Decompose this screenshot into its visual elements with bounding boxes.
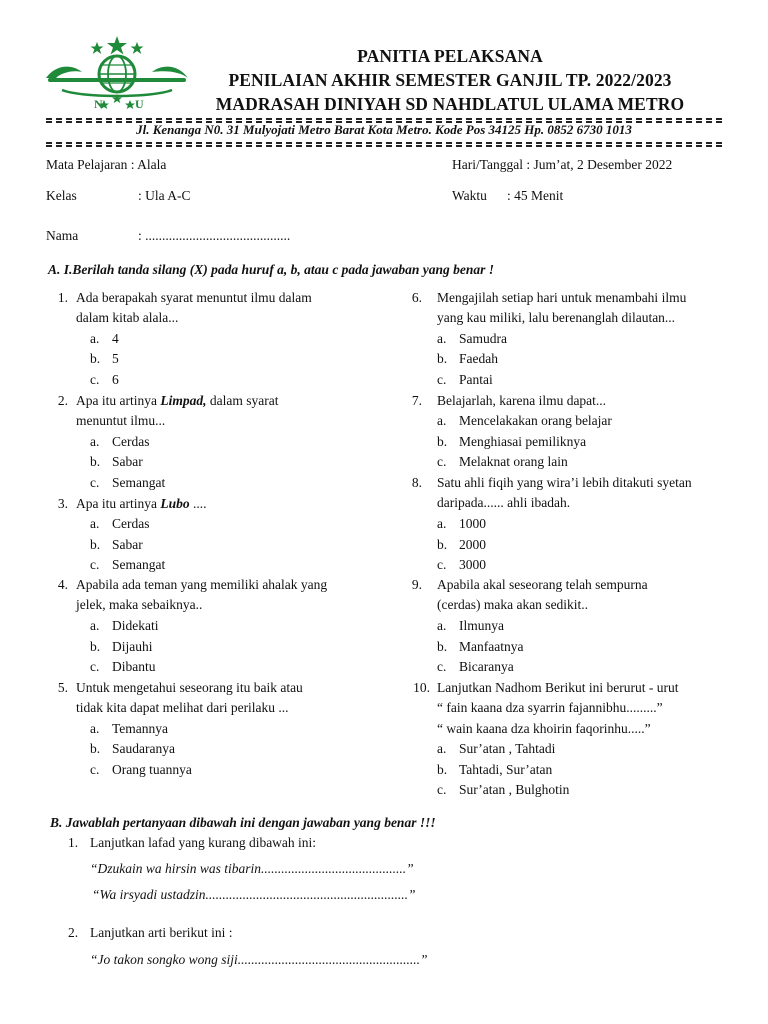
question-number: 2. [57, 393, 68, 408]
time-value: : 45 Menit [507, 188, 564, 203]
question-text: yang kau miliki, lalu berenanglah dilautan... [437, 310, 676, 325]
keyword-limpad: Limpad, [160, 393, 207, 408]
question-text: tidak kita dapat melihat dari perilaku ... [76, 700, 289, 715]
essay-question-1 [68, 835, 316, 851]
question-text: Untuk mengetahui seseorang itu baik atau [76, 680, 303, 695]
question-text: Apabila akal seseorang telah sempurna [437, 577, 648, 592]
date-info: Hari/Tanggal : Jum’at, 2 Desember 2022 [452, 157, 673, 172]
question-text: daripada...... ahli ibadah. [437, 495, 571, 510]
question-text: Apa itu artinya Lubo .... [76, 496, 207, 511]
question-number: 6. [411, 290, 422, 305]
exam-page: N U PANITIA PELAKSANA PENILAIAN AKHIR SEMESTER GANJIL TP. 2022/2023 MADRASAH DINIYAH SD NAHDLATUL ULAMA METRO Jl. Kenanga N0. 31 Mulyojati Metro Barat Kota Metro. Kode Pos 34125 Hp. 0852 6730 1013 Mata Pelajaran : Alala Kelas : Ula A-C Nama : ........................................... Hari/Tanggal : Jum’at, 2 Desember 2022 Waktu : 45 Menit A. I.Berilah tanda silang (X) pada huruf a, b, atau c pada jawaban yang benar ! 1. Ada berapakah syarat menuntut ilmu dalam dalam kitab alala... a. 4 b. 5 c. 6 2. Apa itu artinya Limpad, dalam syarat menuntut ilmu... a. Cerdas b. Sabar c. Semangat 3. Apa itu artinya Lubo .... a. Cerdas b. Sabar c. Semangat 4. Apabila ada teman yang memiliki ahalak yang jelek, maka sebaiknya.. a. Didekati b. Dijauhi c. Dibantu 5. Untuk mengetahui seseorang itu baik atau tidak kita dapat melihat dari perilaku ... a. Temannya b. Saudaranya c. Orang tuannya 6. Mengajilah setiap hari untuk menambahi ilmu yang kau miliki, lalu berenanglah dilautan... a. Samudra b. Faedah c. Pantai 7. Belajarlah, karena ilmu dapat... a. Mencelakakan orang belajar b. Menghiasai pemiliknya c. Melaknat orang lain 8. Satu ahli fiqih yang wira’i lebih ditakuti syetan daripada...... ahli ibadah. a. 1000 b. 2000 c. 3000 9. Apabila akal seseorang telah sempurna (cerdas) maka akan sedikit.. a. Ilmunya b. Manfaatnya c. Bicaranya 10. Lanjutkan Nadhom Berikut ini berurut - urut “ fain kaana dza syarrin fajannibhu.........” “ wain kaana dza khoirin faqorinhu.....” a. Sur’atan , Tahtadi b. Tahtadi, Sur’atan c. Sur’atan , Bulghotin B. Jawablah pertanyaan dibawah ini dengan jawaban yang benar !!! 1. Lanjutkan lafad yang kurang dibawah ini: “Dzukain wa hirsin was tibarin...........................................” “Wa irsyadi ustadzin............................................................” 2. Lanjutkan arti berikut ini : “Jo takon songko wong siji......................................................” [0, 0, 768, 1024]
header-divider [46, 145, 722, 147]
question-number: 7. [411, 393, 422, 408]
answer-line-1[interactable]: “Dzukain wa hirsin was tibarin...........................................” [90, 861, 414, 876]
header-title-school: MADRASAH DINIYAH SD NAHDLATUL ULAMA METRO [215, 94, 685, 114]
question-text: Belajarlah, karena ilmu dapat... [437, 393, 607, 408]
keyword-lubo: Lubo [160, 496, 190, 511]
question-text: “ fain kaana dza syarrin fajannibhu.........” [437, 700, 663, 715]
answer-line-2[interactable]: “Wa irsyadi ustadzin............................................................” [92, 887, 416, 902]
question-text: Lanjutkan lafad yang kurang dibawah ini: [90, 835, 317, 850]
section-b-title: B. Jawablah pertanyaan dibawah ini dengan jawaban yang benar !!! [50, 815, 436, 830]
header-title-exam: PENILAIAN AKHIR SEMESTER GANJIL TP. 2022/2023 [228, 70, 672, 90]
name-label: Nama [46, 228, 79, 243]
header-title-committee: PANITIA PELAKSANA [357, 46, 543, 66]
question-text: Apa itu artinya Limpad, dalam syarat [76, 393, 279, 408]
header-divider [46, 118, 722, 120]
section-a-title: A. I.Berilah tanda silang (X) pada huruf a, b, atau c pada jawaban yang benar ! [48, 262, 494, 277]
question-number: 9. [411, 577, 422, 592]
question-text: Ada berapakah syarat menuntut ilmu dalam [76, 290, 312, 305]
school-address: Jl. Kenanga N0. 31 Mulyojati Metro Barat Kota Metro. Kode Pos 34125 Hp. 0852 6730 1013 [136, 122, 632, 137]
question-number: 4. [57, 577, 68, 592]
question-text: (cerdas) maka akan sedikit.. [437, 597, 589, 612]
essay-question-2 [68, 925, 232, 941]
question-number: 1. [57, 290, 68, 305]
question-text: menuntut ilmu... [76, 413, 166, 428]
question-number: 10. [413, 680, 430, 695]
question-text: “ wain kaana dza khoirin faqorinhu.....” [437, 721, 651, 736]
question-number: 8. [411, 475, 422, 490]
question-text: Lanjutkan Nadhom Berikut ini berurut - urut [437, 680, 679, 695]
class-label: Kelas [46, 188, 77, 203]
question-number: 3. [57, 496, 68, 511]
name-field[interactable]: : ........................................... [138, 228, 291, 243]
time-label: Waktu [452, 188, 487, 203]
class-value: : Ula A-C [138, 188, 191, 203]
question-text: dalam kitab alala... [76, 310, 179, 325]
question-text: Apabila ada teman yang memiliki ahalak yang [76, 577, 328, 592]
question-text: Satu ahli fiqih yang wira’i lebih ditakuti syetan [437, 475, 692, 490]
subject-info: Mata Pelajaran : Alala [46, 157, 167, 172]
answer-line-3[interactable]: “Jo takon songko wong siji......................................................” [90, 952, 428, 967]
time-info [452, 188, 563, 204]
question-number: 2. [68, 925, 79, 940]
class-info [46, 188, 191, 204]
logo-letter-u: U [135, 97, 144, 111]
question-number: 1. [68, 835, 79, 850]
question-text: Lanjutkan arti berikut ini : [90, 925, 233, 940]
logo-letter-n: N [94, 97, 103, 111]
header-divider [46, 142, 722, 144]
question-text: Mengajilah setiap hari untuk menambahi ilmu [437, 290, 687, 305]
question-number: 5. [57, 680, 68, 695]
question-text: jelek, maka sebaiknya.. [76, 597, 203, 612]
name-info [46, 228, 290, 244]
